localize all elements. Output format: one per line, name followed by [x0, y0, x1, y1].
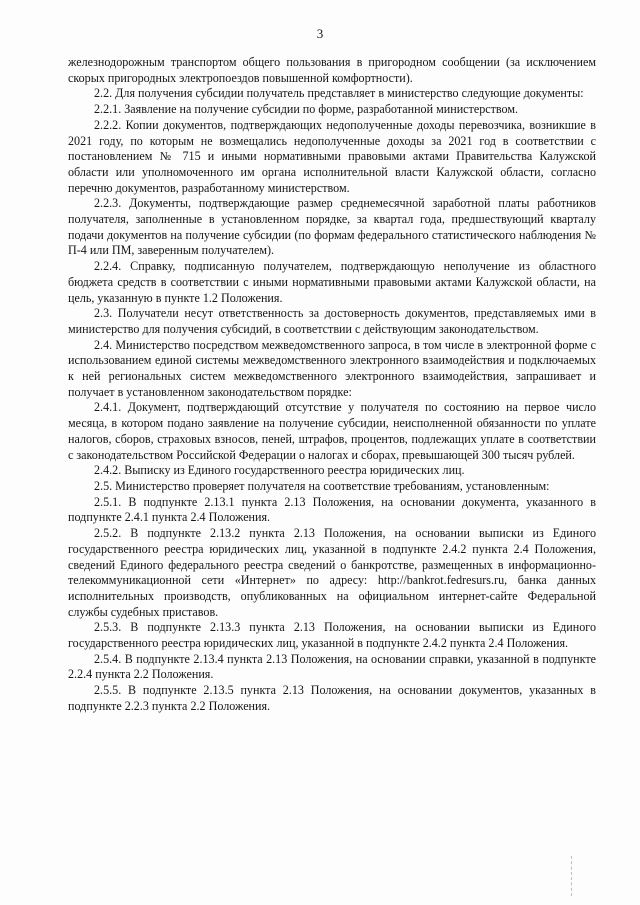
paragraph-2-5-5: 2.5.5. В подпункте 2.13.5 пункта 2.13 Положения, на основании документов, указанных в подпункте 2.2.3 пункта 2.2 Положения. — [68, 683, 596, 713]
paragraph-2-4-1: 2.4.1. Документ, подтверждающий отсутствие у получателя по состоянию на первое число месяца, в котором подано заявление на получение субсидии, неисполненной обязанности по уплате налогов, сборов, страховых взносов, пеней, штрафов, процентов, подлежащих уплате в соответствии с законодательством Российской Федерации о налогах и сборах, превышающей 300 тысяч рублей. — [68, 400, 596, 462]
paragraph-2-2-2: 2.2.2. Копии документов, подтверждающих недополученные доходы перевозчика, возникшие в 2021 году, по которым не возмещались недополученные доходы за 2021 год в соответствии с постановлением № 715 и иными нормативными правовыми актами Правительства Калужской области или уполномоченного им органа исполнительной власти Калужской области, согласно перечню документов, разработанному министерством. — [68, 117, 596, 195]
paragraph-2-5-1: 2.5.1. В подпункте 2.13.1 пункта 2.13 Положения, на основании документа, указанного в подпункте 2.4.1 пункта 2.4 Положения. — [68, 494, 596, 525]
paragraph-2-3: 2.3. Получатели несут ответственность за достоверность документов, представляемых ими в министерство для получения субсидий, в соответствии с действующим законодательством. — [68, 306, 596, 336]
paragraph-2-5-4: 2.5.4. В подпункте 2.13.4 пункта 2.13 Положения, на основании справки, указанной в подпункте 2.2.4 пункта 2.2 Положения. — [68, 651, 596, 682]
paragraph-2-5-2: 2.5.2. В подпункте 2.13.2 пункта 2.13 Положения, на основании выписки из Единого государственного реестра юридических лиц, указанной в подпункте 2.4.2 пункта 2.4 Положения, сведений Единого федерального реестра сведений о банкротстве, размещенных в информационно-телекоммуникационной сети «Интернет» по адресу: http://bankrot.fedresurs.ru, банка данных исполнительных производств, опубликованных на официальном интернет-сайте Федеральной службы судебных приставов. — [68, 526, 596, 619]
page-number: 3 — [316, 26, 324, 41]
paragraph-2-2-3: 2.2.3. Документы, подтверждающие размер среднемесячной заработной платы работников получателя, заполненные в установленном порядке, за квартал года, предшествующий кварталу подачи документов на получение субсидии (по формам федерального статистического наблюдения № П-4 или ПМ, заверенным получателем). — [68, 196, 596, 258]
scan-artifact-line — [571, 856, 573, 896]
paragraph-2-4-2: 2.4.2. Выписку из Единого государственного реестра юридических лиц. — [94, 463, 465, 478]
paragraph-2-2: 2.2. Для получения субсидии получатель представляет в министерство следующие документы: — [94, 86, 584, 101]
paragraph-continuation: железнодорожным транспортом общего пользования в пригородном сообщении (за исключением скорых пригородных электропоездов повышенной комфортности). — [68, 55, 596, 85]
paragraph-2-5: 2.5. Министерство проверяет получателя на соответствие требованиям, установленным: — [94, 478, 550, 493]
paragraph-2-4: 2.4. Министерство посредством межведомственного запроса, в том числе в электронной форме с использованием единой системы межведомственного электронного взаимодействия и подключаемых к ней региональных систем межведомственного электронного взаимодействия, запрашивает и получает в установленном законодательством порядке: — [68, 337, 596, 399]
paragraph-2-2-4: 2.2.4. Справку, подписанную получателем, подтверждающую неполучение из областного бюджета средств в соответствии с иными нормативными правовыми актами Калужской области, на цель, указанную в пункте 1.2 Положения. — [68, 259, 596, 305]
paragraph-2-2-1: 2.2.1. Заявление на получение субсидии по форме, разработанной министерством. — [94, 102, 519, 117]
paragraph-2-5-3: 2.5.3. В подпункте 2.13.3 пункта 2.13 Положения, на основании выписки из Единого государственного реестра юридических лиц, указанной в подпункте 2.4.2 пункта 2.4 Положения. — [68, 620, 596, 651]
document-body — [68, 55, 596, 715]
